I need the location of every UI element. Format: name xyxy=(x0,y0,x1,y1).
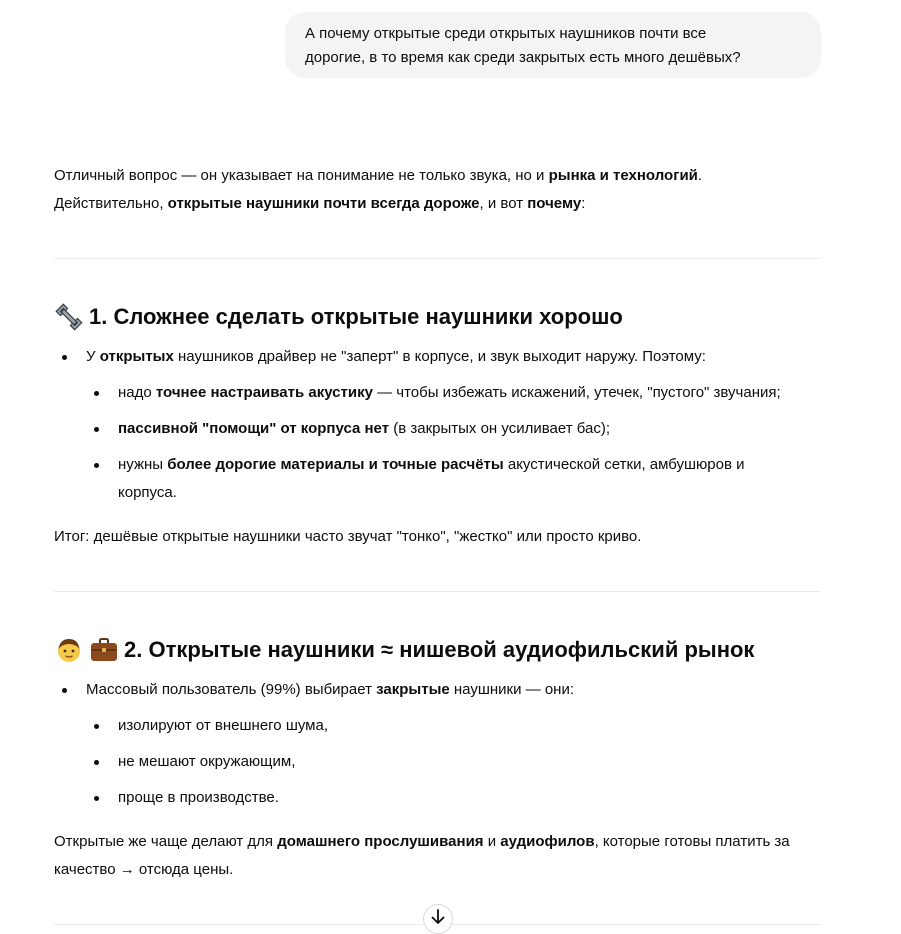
intro-line-2: Действительно, открытые наушники почти всегда дороже, и вот почему: xyxy=(54,195,586,212)
briefcase-icon xyxy=(89,636,118,665)
bullet xyxy=(94,391,99,396)
section1-summary: Итог: дешёвые открытые наушники часто звучат "тонко", "жестко" или просто криво. xyxy=(54,528,642,545)
wrench-icon xyxy=(54,303,83,332)
user-message-bubble xyxy=(285,12,821,78)
section2-paragraph-line-2: качество → отсюда цены. xyxy=(54,861,234,878)
person-face-icon xyxy=(54,636,83,665)
intro-line-1: Отличный вопрос — он указывает на понимание не только звука, но и рынка и технологий. xyxy=(54,167,703,184)
bullet xyxy=(62,355,67,360)
bullet xyxy=(94,427,99,432)
bullet xyxy=(94,796,99,801)
arrow-down-icon xyxy=(431,909,445,929)
bullet xyxy=(94,724,99,729)
divider xyxy=(54,258,821,259)
user-message-line: дорогие, в то время как среди закрытых есть много дешёвых? xyxy=(305,49,741,66)
bullet xyxy=(94,760,99,765)
section2-heading xyxy=(54,634,821,666)
bullet xyxy=(94,463,99,468)
bullet xyxy=(62,688,67,693)
section2-title: 2. Открытые наушники ≈ нишевой аудиофильский рынок xyxy=(124,637,755,662)
divider xyxy=(54,591,821,592)
section1-heading xyxy=(54,301,821,333)
section2-paragraph-line-1: Открытые же чаще делают для домашнего прослушивания и аудиофилов, которые готовы платить за xyxy=(54,833,790,850)
section1-title: 1. Сложнее сделать открытые наушники хорошо xyxy=(89,304,623,329)
scroll-to-bottom-button[interactable] xyxy=(423,904,453,934)
user-message-line: А почему открытые среди открытых наушников почти все xyxy=(305,25,707,42)
